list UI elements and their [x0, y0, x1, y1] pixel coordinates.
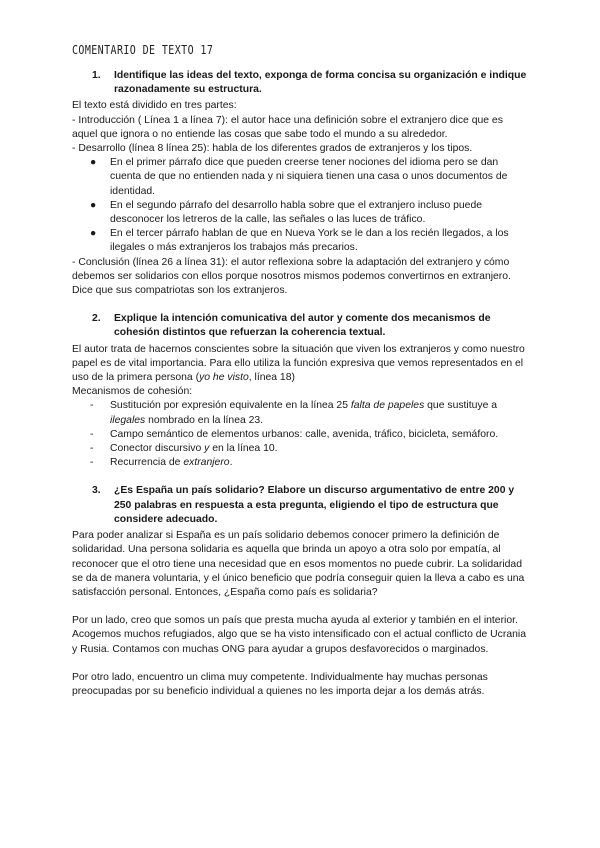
- list-item: ● En el segundo párrafo del desarrollo habla sobre que el extranjero incluso puede desconocer los letreros de la calle, las señales o las luces de tráfico.: [90, 199, 483, 226]
- question-text: ¿Es España un país solidario? Elabore un discurso argumentativo de entre 200 y 250 palabras en respuesta a esta pregunta, eligiendo el tipo de estructura que considere adecuado.: [114, 485, 515, 525]
- paragraph: Por un lado, creo que somos un país que presta mucha ayuda al exterior y también en el interior. Acogemos muchos refugiados, algo que se ha visto intensificado con el actual conflicto de Ucrania y Rusia. Contamos con muchas ONG para ayudar a grupos desfavorecidos o marginados.: [72, 615, 526, 655]
- bullet-icon: ●: [90, 199, 97, 211]
- question-1: [72, 69, 528, 97]
- dash-icon: -: [90, 428, 94, 440]
- document-title: COMENTARIO DE TEXTO 17: [72, 44, 214, 58]
- question-number: 1.: [92, 70, 101, 81]
- dash-icon: -: [90, 400, 94, 412]
- list-item: ● En el tercer párrafo hablan de que en Nueva York se le dan a los recién llegados, a los ilegales o más extranjeros los trabajos más precarios.: [90, 228, 509, 254]
- dash-icon: -: [90, 457, 94, 469]
- question-2: [72, 312, 528, 340]
- list-item: - Recurrencia de extranjero.: [72, 456, 528, 470]
- paragraph: El texto está dividido en tres partes:: [72, 100, 237, 112]
- question-text: Explique la intención comunicativa del autor y comente dos mecanismos de cohesión distintos que refuerzan la coherencia textual.: [114, 313, 491, 339]
- bullet-list: [72, 156, 528, 255]
- question-number: 2.: [92, 313, 101, 325]
- paragraph: - Conclusión (línea 26 a línea 31): el autor reflexiona sobre la adaptación del extranjero y cómo debemos ser solidarios con ellos porque nosotros mismos podemos convertirnos en extranjero. Dice que sus compatriotas son los extranjeros.: [72, 256, 511, 297]
- paragraph: Para poder analizar si España es un país solidario debemos conocer primero la definición de solidaridad. Una persona solidaria es aquella que brinda un apoyo a otra solo por empatía, al reconocer que el otro tiene una necesidad que en esos momentos no puede cubrir. La solidaridad se da de manera voluntaria, y el único beneficio que podría conseguir quien la lleva a cabo es una satisfacción personal. Entonces, ¿España como país es solidaria?: [72, 530, 525, 598]
- bullet-icon: ●: [90, 157, 97, 169]
- paragraph: Mecanismos de cohesión:: [72, 386, 193, 398]
- paragraph: Por otro lado, encuentro un clima muy competente. Individualmente hay muchas personas preocupadas por su beneficio individual a quienes no les importa dejar a los demás atrás.: [72, 671, 488, 697]
- paragraph: El autor trata de hacernos conscientes sobre la situación que viven los extranjeros y como nuestro papel es de vital importancia. Para ello utiliza la función expresiva que vemos representados en el uso de la primera persona (yo he visto, línea 18): [72, 343, 525, 384]
- list-item: - Campo semántico de elementos urbanos: calle, avenida, tráfico, bicicleta, semáforo.: [72, 428, 528, 442]
- dash-icon: -: [90, 443, 94, 455]
- bullet-icon: ●: [90, 228, 97, 240]
- list-item: - Sustitución por expresión equivalente en la línea 25 falta de papeles que sustituye a ilegales nombrado en la línea 23.: [90, 400, 498, 426]
- paragraph: - Desarrollo (línea 8 línea 25): habla de los diferentes grados de extranjeros y los tipos.: [72, 143, 473, 155]
- list-item: ● En el primer párrafo dice que pueden creerse tener nociones del idioma pero se dan cuenta de que no entienden nada y ni siquiera tienen una casa o unos documentos de identidad.: [90, 157, 508, 197]
- paragraph: - Introducción ( Línea 1 a línea 7): el autor hace una definición sobre el extranjero dice que es aquel que ignora o no entiende las cosas que sabe todo el mundo a su alrededor.: [72, 114, 503, 140]
- question-number: 3.: [92, 485, 101, 497]
- question-text: Identifique las ideas del texto, exponga de forma concisa su organización e indique razonadamente su estructura.: [114, 70, 527, 96]
- dash-list: [72, 399, 528, 470]
- list-item: - Conector discursivo y en la línea 10.: [72, 442, 528, 456]
- question-3: [72, 484, 528, 527]
